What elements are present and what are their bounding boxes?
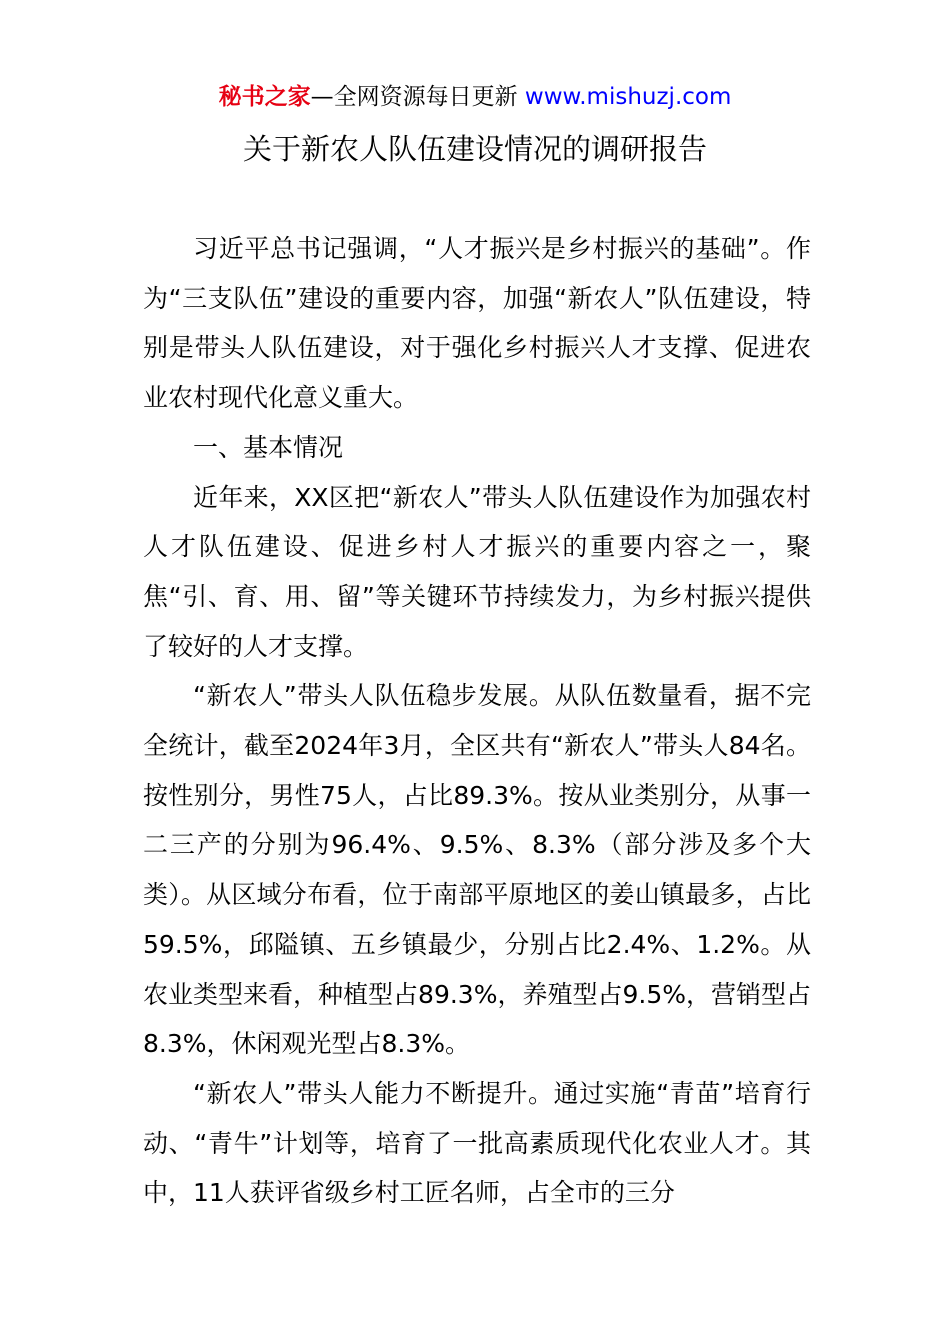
paragraph-team-development: “新农人”带头人队伍稳步发展。从队伍数量看，据不完全统计，截至2024年3月，全区共有“新农人”带头人84名。按性别分，男性75人，占比89.3%。按从业类别分，从事一二三产的分别为96.4%、9.5%、8.3%（部分涉及多个大类）。从区域分布看，位于南部平原地区的姜山镇最多，占比59.5%，邱隘镇、五乡镇最少，分别占比2.4%、1.2%。从农业类型来看，种植型占89.3%，养殖型占9.5%，营销型占8.3%，休闲观光型占8.3%。 xyxy=(143,681,811,1059)
section-heading-basic-situation: 一、基本情况 xyxy=(193,432,344,462)
paragraph-overview: 近年来，XX区把“新农人”带头人队伍建设作为加强农村人才队伍建设、促进乡村人才振兴的重要内容之一，聚焦“引、育、用、留”等关键环节持续发力，为乡村振兴提供了较好的人才支撑。 xyxy=(143,482,811,661)
paragraph-capability-improvement: “新农人”带头人能力不断提升。通过实施“青苗”培育行动、“青牛”计划等，培育了一批高素质现代化农业人才。其中，11人获评省级乡村工匠名师，占全市的三分 xyxy=(143,1078,811,1208)
document-title: 关于新农人队伍建设情况的调研报告 xyxy=(242,132,707,166)
site-header xyxy=(0,80,950,114)
paragraph-intro: 习近平总书记强调，“人才振兴是乡村振兴的基础”。作为“三支队伍”建设的重要内容，加强“新农人”队伍建设，特别是带头人队伍建设，对于强化乡村振兴人才支撑、促进农业农村现代化意义重大。 xyxy=(143,234,811,413)
document-body xyxy=(143,224,811,1218)
header-tagline: —全网资源每日更新 xyxy=(310,84,525,110)
brand-name: 秘书之家 xyxy=(218,84,311,110)
site-url-link[interactable]: www.mishuzj.com xyxy=(524,84,732,110)
